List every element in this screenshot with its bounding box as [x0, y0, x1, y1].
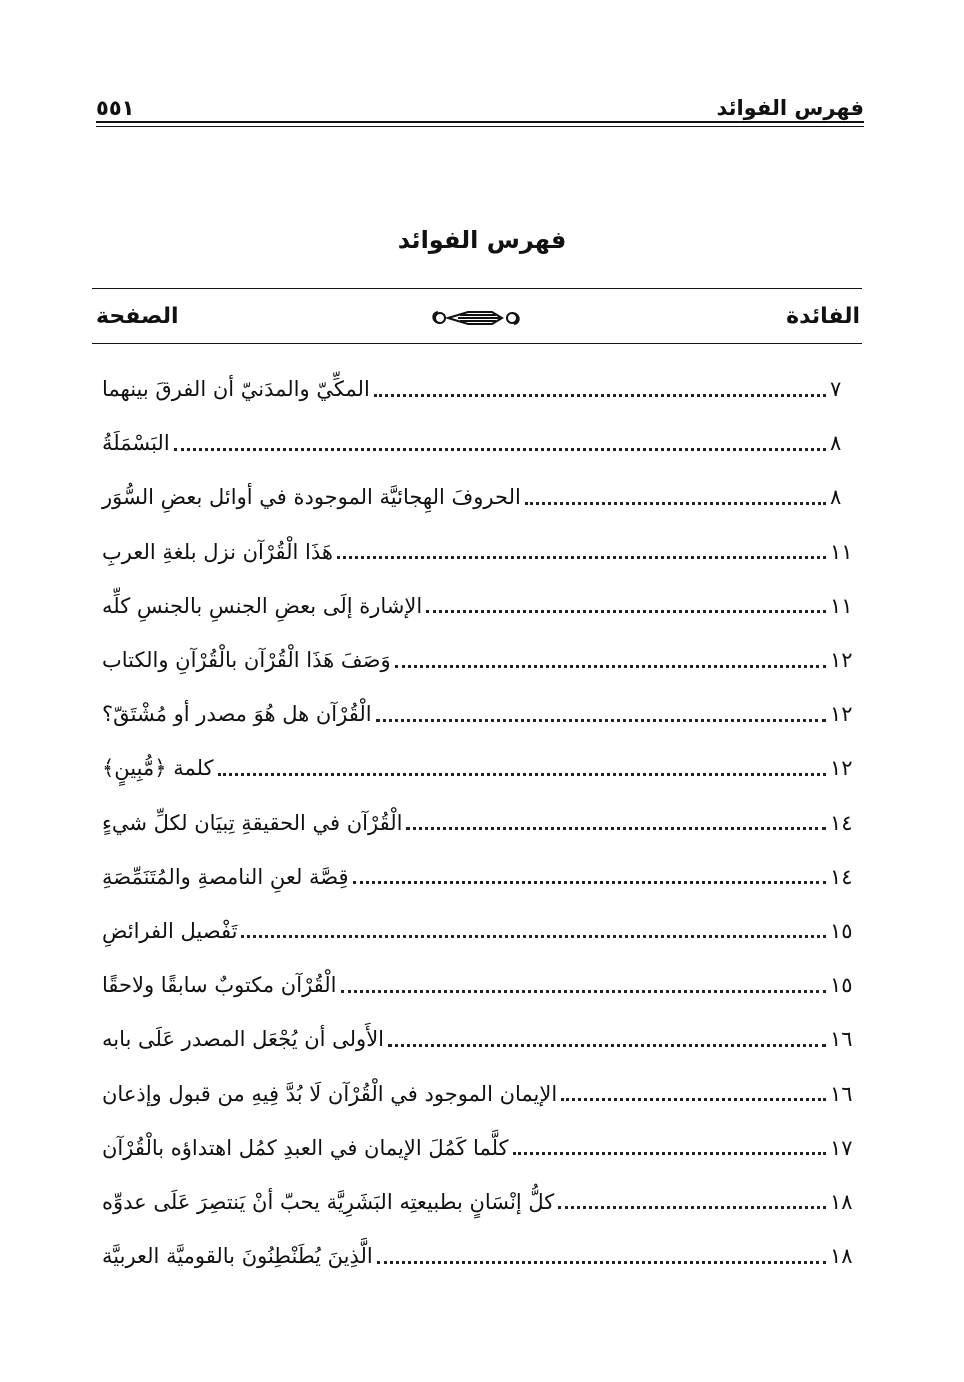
leader-dots: [241, 935, 826, 938]
entry-title: كلُّ إنْسَانٍ بطبيعتِه البَشَرِيَّة يحبّ أنْ يَنتصِرَ عَلَى عدوِّه: [102, 1189, 555, 1214]
entry-title: الْقُرْآن مكتوبٌ سابقًا ولاحقًا: [102, 973, 337, 998]
header-rule-thin: [96, 126, 864, 127]
entry-page: ١٨: [830, 1244, 853, 1269]
leader-dots: [426, 610, 826, 613]
column-header-page: الصفحة: [96, 304, 179, 329]
list-item: [96, 904, 860, 958]
leader-dots: [353, 881, 826, 884]
entry-title: تَفْصيل الفرائضِ: [102, 918, 238, 943]
list-item: [96, 362, 860, 416]
entry-title: وَصَفَ هَذَا الْقُرْآن بالْقُرْآنِ والكتاب: [102, 648, 391, 673]
column-header-benefit: الفائدة: [786, 304, 860, 329]
running-header: [96, 86, 864, 120]
entry-title: الحروفَ الهِجائيَّة الموجودة في أوائل بعضِ السُّوَر: [102, 485, 521, 510]
entry-title: قِصَّة لعنِ النامصةِ والمُتَنَمِّصَةِ: [102, 864, 349, 889]
leader-dots: [513, 1152, 826, 1155]
entry-page: ١٢: [830, 648, 853, 673]
entry-title: كلمة ﴿مُّبِينٍ﴾: [102, 756, 214, 781]
list-item: [96, 416, 860, 470]
leader-dots: [374, 394, 826, 397]
list-item: [96, 1121, 860, 1175]
leader-dots: [406, 827, 826, 830]
leader-dots: [377, 1261, 826, 1264]
entry-page: ١٧: [830, 1135, 853, 1160]
leader-dots: [525, 502, 826, 505]
ornament-icon: [428, 306, 524, 330]
entry-page: ١٦: [830, 1081, 853, 1106]
entry-page: ١٢: [830, 756, 853, 781]
entry-title: البَسْمَلَةُ: [102, 431, 170, 456]
leader-dots: [341, 990, 826, 993]
leader-dots: [218, 773, 826, 776]
entry-page: ٧: [830, 377, 842, 402]
entry-page: ٨: [830, 485, 842, 510]
entry-page: ١٦: [830, 1027, 853, 1052]
list-item: [96, 525, 860, 579]
entry-page: ١١: [830, 539, 853, 564]
leader-dots: [558, 1206, 826, 1209]
entry-page: ١٥: [830, 973, 853, 998]
entry-page: ١١: [830, 593, 853, 618]
leader-dots: [174, 448, 826, 451]
list-item: [96, 850, 860, 904]
list-item: [96, 1012, 860, 1066]
list-item: [96, 579, 860, 633]
list-item: [96, 470, 860, 524]
list-item: [96, 1175, 860, 1229]
list-item: [96, 687, 860, 741]
header-rule-thick: [96, 121, 864, 123]
list-item: [96, 741, 860, 795]
entry-title: الْقُرْآن هل هُوَ مصدر أو مُشْتَقّ؟: [102, 702, 372, 727]
index-entries: [96, 362, 860, 1283]
leader-dots: [376, 719, 826, 722]
entry-page: ١٨: [830, 1189, 853, 1214]
list-item: [96, 958, 860, 1012]
entry-title: الأَولى أن يُجْعَل المصدر عَلَى بابه: [102, 1027, 385, 1052]
table-top-rule: [92, 288, 862, 289]
entry-title: الإيمان الموجود في الْقُرْآن لَا بُدَّ فِيهِ من قبول وإذعان: [102, 1081, 558, 1106]
entry-page: ٨: [830, 431, 842, 456]
running-header-page-number: ٥٥١: [96, 96, 135, 120]
entry-page: ١٤: [830, 810, 853, 835]
leader-dots: [561, 1098, 826, 1101]
page-title: فهرس الفوائد: [397, 226, 567, 254]
leader-dots: [337, 556, 826, 559]
entry-title: المكِّيّ والمدَنيّ أن الفرقَ بينهما: [102, 377, 370, 402]
entry-title: الَّذِينَ يُطَنْطِنُونَ بالقوميَّة العربيَّة: [102, 1244, 373, 1269]
entry-page: ١٥: [830, 918, 853, 943]
list-item: [96, 633, 860, 687]
entry-title: هَذَا الْقُرْآن نزل بلغةِ العربِ: [102, 539, 333, 564]
running-header-title: فهرس الفوائد: [716, 96, 864, 120]
leader-dots: [388, 1044, 826, 1047]
entry-title: الإشارة إلَى بعضِ الجنسِ بالجنسِ كلِّه: [102, 593, 423, 618]
list-item: [96, 1229, 860, 1283]
list-item: [96, 796, 860, 850]
leader-dots: [395, 665, 826, 668]
entry-page: ١٤: [830, 864, 853, 889]
entry-title: الْقُرْآن في الحقيقةِ تِبيَان لكلِّ شيءٍ: [102, 810, 403, 835]
entry-page: ١٢: [830, 702, 853, 727]
list-item: [96, 1066, 860, 1120]
table-header-rule: [92, 343, 862, 344]
entry-title: كلَّما كَمُلَ الإيمان في العبدِ كمُل اهتداؤه بالْقُرْآن: [102, 1135, 509, 1160]
